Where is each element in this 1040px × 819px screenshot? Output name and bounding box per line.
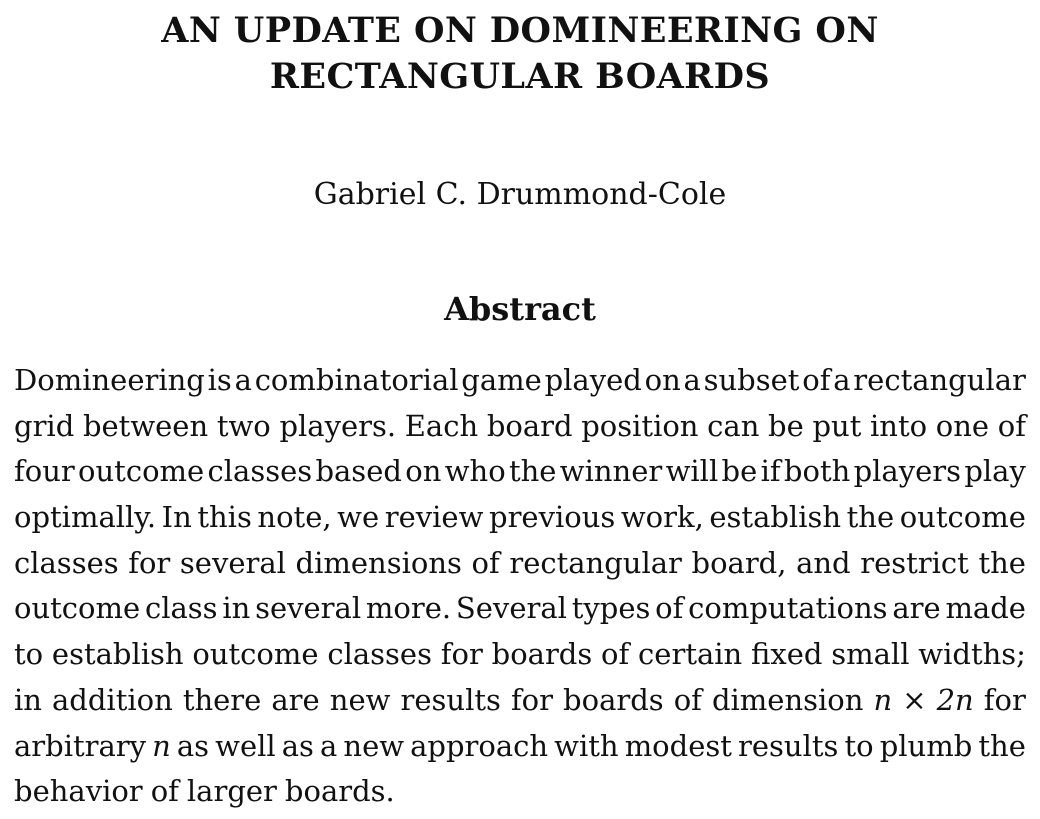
abstract-word: previous	[489, 500, 616, 535]
abstract-line	[14, 495, 1026, 541]
abstract-line	[14, 769, 1026, 815]
abstract-line	[14, 449, 1026, 495]
abstract-word: the	[846, 500, 895, 535]
abstract-word: classes	[14, 545, 119, 580]
abstract-word: board,	[691, 545, 787, 580]
paper-title-line-2: RECTANGULAR BOARDS	[269, 56, 771, 97]
abstract-word: note,	[257, 500, 332, 535]
abstract-word: approach	[410, 728, 549, 763]
abstract-word: Domineering	[14, 363, 205, 397]
abstract-word: optimally.	[14, 500, 157, 535]
abstract-word: position	[581, 408, 699, 443]
abstract-word: as	[176, 728, 210, 763]
abstract-line	[14, 678, 1026, 724]
abstract-word: rectangular	[509, 545, 682, 580]
abstract-word: of	[601, 637, 630, 672]
abstract-word: more.	[365, 591, 452, 626]
abstract-line	[14, 541, 1026, 587]
abstract-line	[14, 358, 1026, 404]
abstract-word: classes	[327, 637, 432, 672]
abstract-word: played	[544, 363, 642, 397]
abstract-word: four	[14, 454, 75, 489]
abstract-word: winner	[559, 454, 663, 489]
abstract-word: arbitrary	[14, 728, 147, 763]
abstract-word: into	[870, 408, 928, 443]
abstract-word: plumb	[879, 728, 973, 763]
abstract-word: of	[802, 363, 831, 397]
abstract-word: outcome	[192, 637, 319, 672]
abstract-word: between	[82, 408, 209, 443]
abstract-word: outcome	[899, 500, 1026, 535]
abstract-word: review	[384, 500, 484, 535]
abstract-word: combinatorial	[254, 363, 459, 397]
abstract-line	[14, 586, 1026, 632]
abstract-word: for	[983, 682, 1026, 717]
abstract-word: players	[853, 454, 962, 489]
abstract-word: boards	[563, 682, 664, 717]
abstract-word: of	[150, 774, 179, 809]
abstract-word: behavior	[14, 774, 143, 809]
abstract-word: dimension	[711, 682, 864, 717]
abstract-word: two	[216, 408, 271, 443]
abstract-word: play	[964, 454, 1026, 489]
abstract-word: the	[508, 454, 557, 489]
abstract-word: players.	[279, 408, 397, 443]
abstract-word: n	[152, 728, 171, 763]
abstract-word: the	[978, 728, 1026, 763]
abstract-word: new	[329, 682, 391, 717]
abstract-word: as	[281, 728, 314, 763]
abstract-word: of	[655, 591, 684, 626]
abstract-word: a	[320, 728, 338, 763]
abstract-word: be	[721, 454, 758, 489]
abstract-line	[14, 632, 1026, 678]
abstract-word: establish	[709, 500, 842, 535]
abstract-word: several	[255, 591, 362, 626]
abstract-word: dimensions	[295, 545, 462, 580]
abstract-word: one	[935, 408, 990, 443]
abstract-word: modest	[624, 728, 732, 763]
abstract-word: well	[215, 728, 276, 763]
abstract-word: can	[707, 408, 760, 443]
abstract-word: subset	[703, 363, 800, 397]
abstract-word: Several	[455, 591, 567, 626]
abstract-word: to	[844, 728, 874, 763]
abstract-word: on	[405, 454, 442, 489]
paper-author: Gabriel C. Drummond-Cole	[313, 177, 727, 212]
abstract-word: for	[440, 637, 483, 672]
abstract-word: board	[486, 408, 573, 443]
abstract-word: who	[444, 454, 506, 489]
abstract-word: n	[873, 682, 893, 717]
abstract-word: ×	[902, 682, 927, 717]
abstract-word: fixed	[751, 637, 823, 672]
abstract-word: certain	[638, 637, 743, 672]
paper-title	[0, 8, 1040, 100]
abstract-word: to	[14, 637, 44, 672]
abstract-word: for	[510, 682, 553, 717]
abstract-word: computations	[688, 591, 888, 626]
abstract-word: will	[665, 454, 719, 489]
abstract-word: grid	[14, 408, 75, 443]
abstract-line	[14, 724, 1026, 770]
abstract-word: for	[128, 545, 171, 580]
abstract-word: a	[833, 363, 851, 397]
abstract-word: are	[271, 682, 320, 717]
abstract-word: class	[144, 591, 218, 626]
abstract-word: and	[796, 545, 851, 580]
abstract-word: made	[945, 591, 1026, 626]
abstract-word: there	[182, 682, 262, 717]
abstract-word: is	[207, 363, 232, 397]
abstract-word: put	[812, 408, 862, 443]
abstract-word: addition	[52, 682, 173, 717]
abstract-line	[14, 404, 1026, 450]
abstract-word: both	[783, 454, 851, 489]
abstract-word: small	[831, 637, 910, 672]
abstract-word: of	[471, 545, 500, 580]
abstract-word: are	[892, 591, 941, 626]
abstract-word: if	[760, 454, 781, 489]
abstract-word: with	[554, 728, 619, 763]
abstract-word: this	[197, 500, 252, 535]
abstract-heading: Abstract	[444, 290, 596, 328]
abstract-word: widths;	[918, 637, 1026, 672]
abstract-word: restrict	[860, 545, 969, 580]
abstract-word: of	[997, 408, 1026, 443]
abstract-word: larger	[186, 774, 277, 809]
abstract-word: in	[222, 591, 251, 626]
abstract-word: in	[14, 682, 42, 717]
abstract-word: be	[768, 408, 804, 443]
abstract-word: the	[978, 545, 1026, 580]
abstract-word: new	[343, 728, 405, 763]
abstract-word: on	[644, 363, 681, 397]
abstract-word: outcome	[78, 454, 205, 489]
abstract-word: game	[461, 363, 542, 397]
abstract-word: results	[738, 728, 839, 763]
abstract-word: 2n	[936, 682, 974, 717]
abstract-word: several	[179, 545, 286, 580]
abstract-word: outcome	[14, 591, 141, 626]
abstract-word: rectangular	[853, 363, 1026, 397]
abstract-word: a	[683, 363, 701, 397]
abstract-body	[14, 358, 1026, 815]
abstract-word: work,	[620, 500, 704, 535]
abstract-word: boards.	[284, 774, 395, 809]
abstract-word: types	[571, 591, 651, 626]
abstract-word: classes	[207, 454, 313, 489]
abstract-word: establish	[51, 637, 184, 672]
abstract-word: we	[337, 500, 380, 535]
abstract-word: based	[315, 454, 402, 489]
abstract-word: boards	[491, 637, 593, 672]
abstract-word: In	[161, 500, 192, 535]
paper-title-line-1: AN UPDATE ON DOMINEERING ON	[161, 10, 879, 51]
abstract-word: of	[673, 682, 702, 717]
abstract-word: Each	[404, 408, 479, 443]
abstract-word: results	[400, 682, 501, 717]
abstract-word: a	[234, 363, 252, 397]
